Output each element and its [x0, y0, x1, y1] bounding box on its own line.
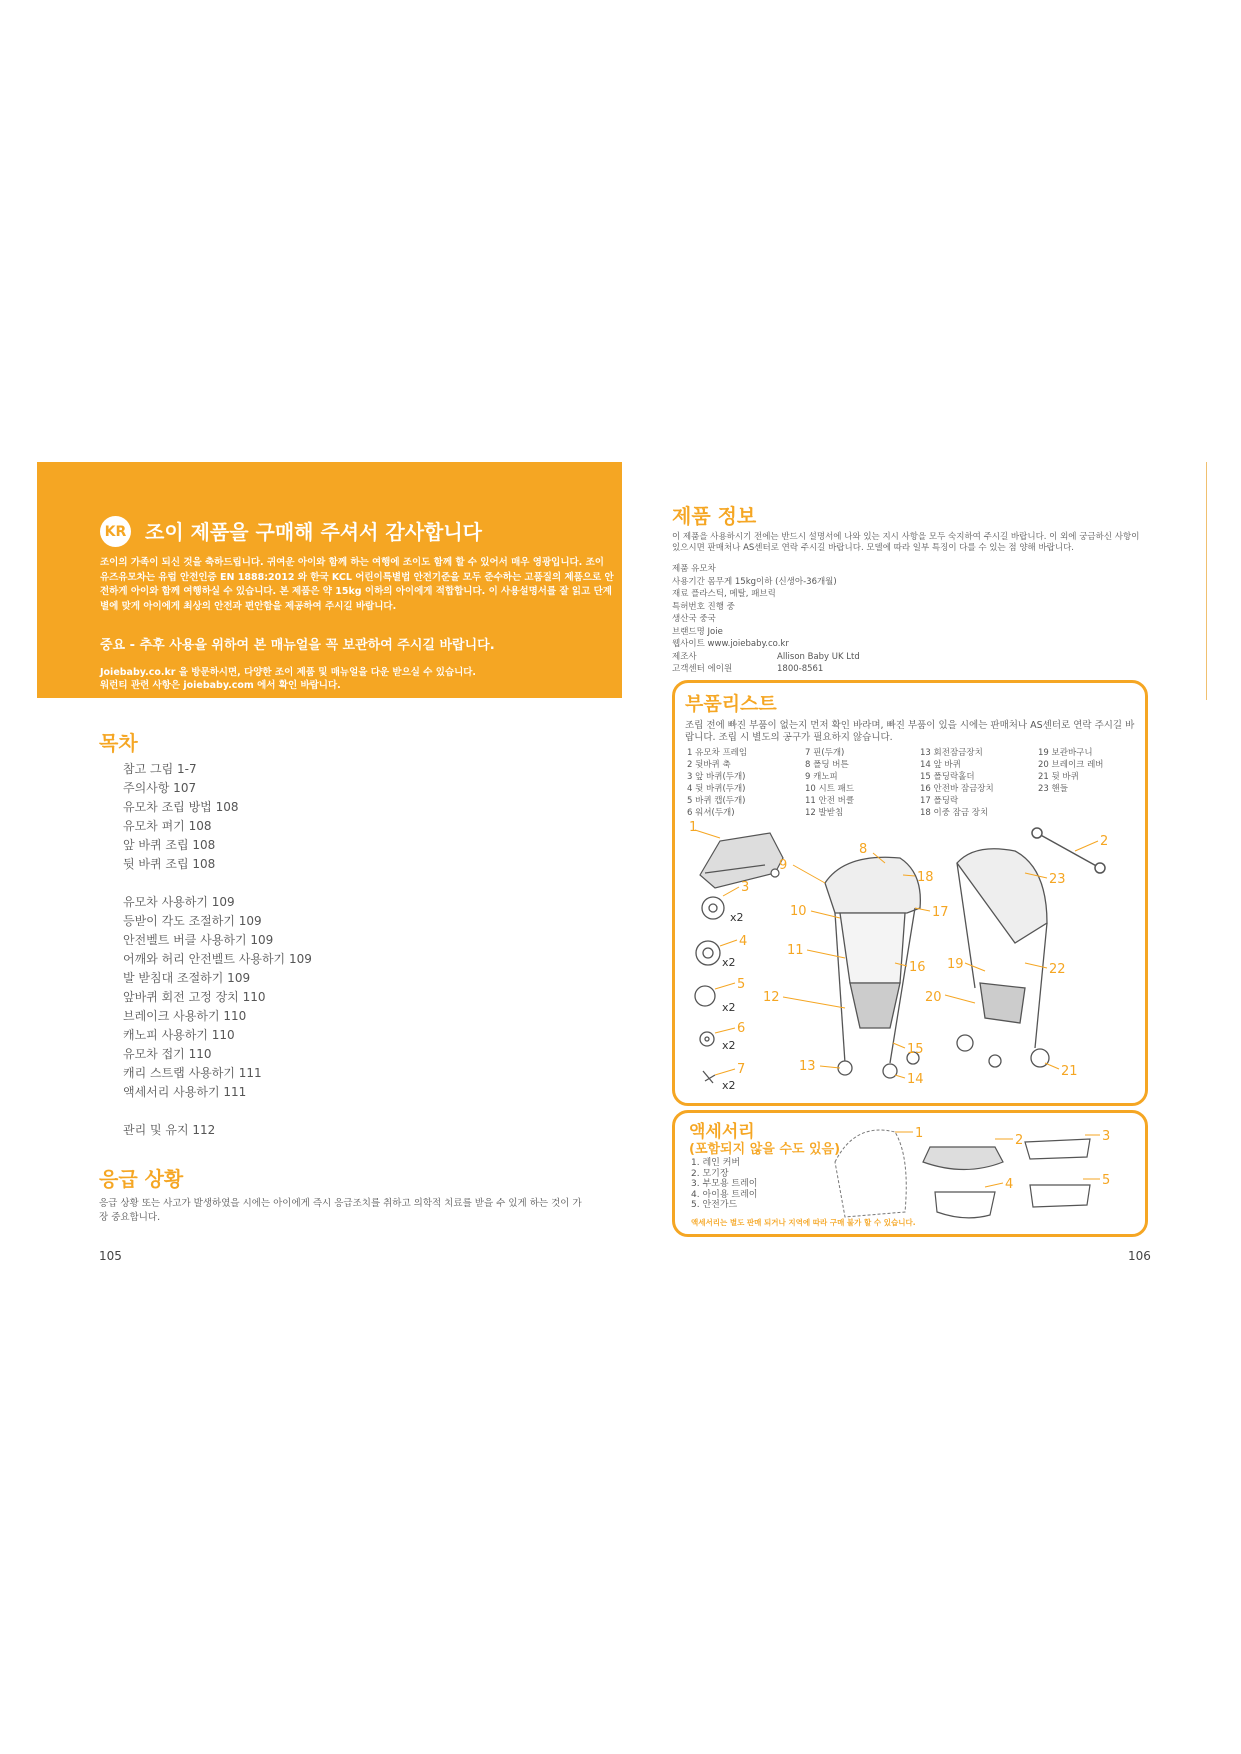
part-item: 6 워셔(두개)	[687, 808, 735, 818]
toc-item: 주의사항 107	[123, 781, 197, 795]
toc-item: 등받이 각도 조절하기 109	[123, 914, 262, 928]
rear-wheel-illustration	[696, 941, 720, 965]
part-item: 1 유모차 프레임	[687, 748, 748, 758]
part-item: 14 앞 바퀴	[920, 760, 961, 770]
toc-item: 유모차 조립 방법 108	[123, 800, 239, 814]
spec-maker-label: 제조사	[672, 652, 697, 662]
front-wheel-illustration	[702, 897, 724, 919]
parts-column-2	[805, 747, 854, 819]
quantity-label: x2	[722, 1001, 736, 1014]
parts-note: 조립 전에 빠진 부품이 없는지 먼저 확인 바라며, 빠진 부품이 있을 시에는 판매처나 AS센터로 연락 주시길 바랍니다. 조립 시 별도의 공구가 필요하지 않습니다.	[685, 720, 1135, 743]
toc-item: 참고 그림 1-7	[123, 762, 197, 776]
accessory-callout-2: 2	[1015, 1133, 1024, 1148]
spec-row: 재료 플라스틱, 메탈, 패브릭	[672, 589, 776, 599]
part-item: 13 회전잠금장치	[920, 748, 983, 758]
accessories-subtitle: (포함되지 않을 수도 있음)	[689, 1142, 841, 1157]
part-item: 8 폴딩 버튼	[805, 760, 849, 770]
part-item: 5 바퀴 캡(두개)	[687, 796, 746, 806]
stroller-rear-illustration	[957, 849, 1049, 1067]
safety-guard-illustration	[1030, 1185, 1090, 1207]
spec-cs-label: 고객센터 에이원	[672, 664, 733, 674]
quantity-label: x2	[730, 911, 744, 924]
callout-15: 15	[907, 1042, 924, 1057]
part-item: 23 핸들	[1038, 784, 1068, 794]
parts-diagram	[675, 813, 1145, 1098]
accessories-box	[672, 1110, 1148, 1237]
toc-item: 발 받침대 조절하기 109	[123, 971, 251, 985]
toc-item: 앞바퀴 회전 고정 장치 110	[123, 990, 266, 1004]
part-item: 11 안전 버클	[805, 796, 855, 806]
toc-item: 뒷 바퀴 조립 108	[123, 857, 216, 871]
wheel-cap-illustration	[695, 986, 715, 1006]
toc-item: 액세서리 사용하기 111	[123, 1085, 247, 1099]
parts-column-1	[687, 747, 747, 819]
accessory-item: 1. 레인 커버	[691, 1158, 741, 1168]
spec-list	[672, 563, 837, 651]
parts-title: 부품리스트	[685, 693, 777, 715]
toc-item: 관리 및 유지 112	[123, 1123, 216, 1137]
callout-6: 6	[737, 1021, 746, 1036]
page-edge-divider	[1206, 462, 1207, 700]
spec-row: 사용기간 몸무게 15kg이하 (신생아-36개월)	[672, 576, 837, 587]
callout-21: 21	[1061, 1064, 1078, 1079]
part-item: 10 시트 패드	[805, 784, 855, 794]
callout-5: 5	[737, 977, 746, 992]
language-badge: KR	[100, 516, 131, 547]
accessory-item: 4. 아이용 트레이	[691, 1189, 758, 1200]
part-item: 20 브레이크 레버	[1038, 760, 1104, 770]
part-item: 17 폴딩락	[920, 796, 959, 806]
child-tray-illustration	[1025, 1139, 1090, 1159]
callout-7: 7	[737, 1062, 746, 1077]
callout-20: 20	[925, 990, 942, 1005]
callout-23: 23	[1049, 872, 1066, 887]
part-item: 19 보관바구니	[1038, 748, 1093, 758]
part-item: 2 뒷바퀴 축	[687, 760, 731, 770]
banner-important: 중요 - 추후 사용을 위하여 본 매뉴얼을 꼭 보관하여 주시길 바랍니다.	[100, 638, 495, 653]
parent-tray-illustration	[923, 1147, 1003, 1170]
callout-8: 8	[859, 842, 868, 857]
toc-item: 어깨와 허리 안전벨트 사용하기 109	[123, 952, 312, 966]
callout-12: 12	[763, 990, 780, 1005]
page-number-left: 105	[99, 1249, 122, 1263]
banner-warranty-note: 워런티 관련 사항은 joiebaby.com 에서 확인 바랍니다.	[100, 680, 341, 691]
parts-list-box	[672, 680, 1148, 1106]
toc-item: 캐리 스트랩 사용하기 111	[123, 1066, 262, 1080]
spec-row: 브랜드명 Joie	[672, 626, 723, 637]
intro-banner	[37, 462, 622, 698]
quantity-label: x2	[722, 1039, 736, 1052]
toc-item: 앞 바퀴 조립 108	[123, 838, 216, 852]
callout-1: 1	[689, 820, 698, 835]
callout-14: 14	[907, 1072, 924, 1087]
emergency-text: 응급 상황 또는 사고가 발생하였을 시에는 아이에게 즉시 응급조치를 취하고 의학적 치료를 받을 수 있게 하는 것이 가장 중요합니다.	[99, 1198, 582, 1223]
spec-row: 생산국 중국	[672, 614, 716, 624]
callout-10: 10	[790, 904, 807, 919]
accessory-callout-5: 5	[1102, 1173, 1111, 1188]
part-item: 7 핀(두개)	[805, 748, 845, 758]
accessory-item: 5. 안전가드	[691, 1200, 738, 1210]
washer-illustration	[700, 1032, 714, 1046]
spec-cs-value: 1800-8561	[777, 664, 824, 674]
accessory-callout-1: 1	[915, 1126, 924, 1141]
parts-column-4	[1038, 747, 1104, 795]
product-info-title: 제품 정보	[672, 504, 757, 528]
banner-web-note: Joiebaby.co.kr 을 방문하시면, 다양한 조이 제품 및 매뉴얼을 다운 받으실 수 있습니다.	[100, 667, 477, 678]
product-info-text: 이 제품을 사용하시기 전에는 반드시 설명서에 나와 있는 지시 사항을 모두 숙지하여 주시길 바랍니다. 이 외에 궁금하신 사항이 있으시면 판매처나 AS센터로 연락 주시길 바랍니다. 모델에 따라 일부 특징이 다를 수 있는 점 양해 바랍니다.	[672, 532, 1140, 553]
accessories-list	[691, 1158, 757, 1211]
toc-item: 유모차 사용하기 109	[123, 895, 235, 909]
part-item: 21 뒷 바퀴	[1038, 772, 1079, 782]
table-of-contents	[123, 760, 312, 1140]
part-item: 18 이중 잠금 장치	[920, 808, 989, 818]
page-number-right: 106	[1128, 1249, 1151, 1263]
part-item: 9 캐노피	[805, 772, 838, 782]
callout-13: 13	[799, 1059, 816, 1074]
toc-item: 브레이크 사용하기 110	[123, 1009, 247, 1023]
part-item: 16 안전바 잠금장치	[920, 784, 994, 794]
part-item: 3 앞 바퀴(두개)	[687, 772, 746, 782]
toc-item: 유모차 펴기 108	[123, 819, 212, 833]
spec-row: 특허번호 진행 중	[672, 601, 735, 612]
parts-column-3	[920, 747, 994, 819]
part-item: 15 폴딩락홀더	[920, 772, 975, 782]
accessory-callout-4: 4	[1005, 1177, 1014, 1192]
accessories-footnote: 액세서리는 별도 판매 되거나 지역에 따라 구매 불가 할 수 있습니다.	[691, 1218, 916, 1227]
spec-maker-value: Allison Baby UK Ltd	[777, 652, 860, 662]
quantity-label: x2	[722, 1079, 736, 1092]
callout-11: 11	[787, 943, 804, 958]
banner-intro: 조이의 가족이 되신 것을 축하드립니다. 귀여운 아이와 함께 하는 여행에 조이도 함께 할 수 있어서 매우 영광입니다. 조이 유즈유모차는 유럽 안전인증 EN 1888:2012 와 한국 KCL 어린이특별법 안전기준을 모두 준수하는 고품질의 제품으로 안전하게 아이와 함께 여행하실 수 있습니다. 본 제품은 약 15kg 이하의 아이에게 적합합니다. 이 사용설명서를 잘 읽고 단계별에 맞게 아이에게 최상의 안전과 편안함을 제공하여 주시길 바랍니다.	[100, 557, 614, 612]
rear-axle-illustration	[1032, 828, 1105, 873]
callout-2: 2	[1100, 834, 1109, 849]
spec-row: 웹사이트 www.joiebaby.co.kr	[672, 639, 789, 649]
toc-item: 유모차 접기 110	[123, 1047, 212, 1061]
part-item: 12 발받침	[805, 808, 844, 818]
pin-illustration	[703, 1071, 715, 1083]
callout-17: 17	[932, 905, 949, 920]
accessories-diagram	[825, 1117, 1140, 1229]
emergency-title: 응급 상황	[99, 1167, 184, 1191]
accessory-callout-3: 3	[1102, 1129, 1111, 1144]
toc-item: 안전벨트 버클 사용하기 109	[123, 933, 274, 947]
callout-3: 3	[741, 880, 750, 895]
toc-title: 목차	[99, 731, 138, 755]
spec-row: 제품 유모차	[672, 564, 716, 574]
rain-cover-illustration	[835, 1130, 906, 1217]
part-item: 4 뒷 바퀴(두개)	[687, 784, 746, 794]
bumper-bar-illustration	[935, 1192, 995, 1218]
callout-16: 16	[909, 960, 926, 975]
quantity-label: x2	[722, 956, 736, 969]
accessory-item: 3. 부모용 트레이	[691, 1179, 758, 1189]
callout-18: 18	[917, 870, 934, 885]
callout-19: 19	[947, 957, 964, 972]
callout-22: 22	[1049, 962, 1066, 977]
accessories-title: 액세서리	[689, 1122, 755, 1142]
callout-4: 4	[739, 934, 748, 949]
toc-item: 캐노피 사용하기 110	[123, 1028, 235, 1042]
callout-9: 9	[779, 858, 788, 873]
banner-title: 조이 제품을 구매해 주셔서 감사합니다	[145, 520, 482, 544]
accessory-item: 2. 모기장	[691, 1168, 729, 1179]
